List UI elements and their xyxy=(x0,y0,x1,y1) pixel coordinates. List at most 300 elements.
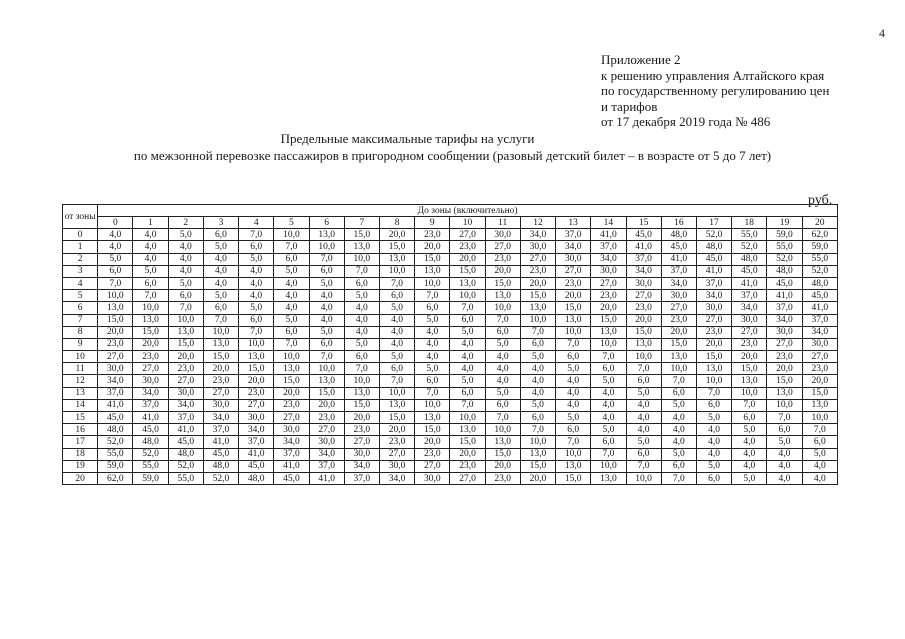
tariff-cell: 23,0 xyxy=(450,460,485,472)
from-zone-header: от зоны xyxy=(63,205,98,229)
tariff-cell: 15,0 xyxy=(485,448,520,460)
tariff-cell: 20,0 xyxy=(696,338,731,350)
tariff-cell: 27,0 xyxy=(767,338,802,350)
tariff-cell: 7,0 xyxy=(168,302,203,314)
tariff-cell: 6,0 xyxy=(696,472,731,484)
table-row xyxy=(63,314,838,326)
tariff-cell: 4,0 xyxy=(309,302,344,314)
tariff-cell: 34,0 xyxy=(802,326,837,338)
tariff-cell: 5,0 xyxy=(661,399,696,411)
tariff-cell: 45,0 xyxy=(696,253,731,265)
column-header: 9 xyxy=(415,217,450,229)
column-header: 5 xyxy=(274,217,309,229)
tariff-cell: 37,0 xyxy=(696,277,731,289)
tariff-cell: 6,0 xyxy=(379,363,414,375)
tariff-cell: 34,0 xyxy=(133,387,168,399)
tariff-cell: 4,0 xyxy=(450,351,485,363)
tariff-cell: 41,0 xyxy=(239,448,274,460)
tariff-cell: 13,0 xyxy=(732,375,767,387)
tariff-cell: 7,0 xyxy=(239,326,274,338)
tariff-cell: 7,0 xyxy=(591,448,626,460)
tariff-cell: 6,0 xyxy=(309,338,344,350)
tariff-cell: 15,0 xyxy=(239,363,274,375)
tariff-cell: 23,0 xyxy=(767,351,802,363)
column-header: 14 xyxy=(591,217,626,229)
tariff-cell: 23,0 xyxy=(556,277,591,289)
tariff-cell: 5,0 xyxy=(485,338,520,350)
tariff-cell: 6,0 xyxy=(98,265,133,277)
from-zone-cell: 16 xyxy=(63,424,98,436)
tariff-cell: 10,0 xyxy=(239,338,274,350)
tariff-cell: 34,0 xyxy=(661,277,696,289)
from-zone-cell: 12 xyxy=(63,375,98,387)
tariff-cell: 27,0 xyxy=(696,314,731,326)
tariff-cell: 7,0 xyxy=(344,265,379,277)
tariff-cell: 30,0 xyxy=(626,277,661,289)
tariff-cell: 4,0 xyxy=(732,460,767,472)
tariff-cell: 10,0 xyxy=(802,412,837,424)
tariff-cell: 37,0 xyxy=(626,253,661,265)
tariff-cell: 34,0 xyxy=(696,290,731,302)
tariff-cell: 4,0 xyxy=(344,302,379,314)
tariff-cell: 34,0 xyxy=(626,265,661,277)
tariff-cell: 4,0 xyxy=(556,399,591,411)
tariff-cell: 6,0 xyxy=(626,375,661,387)
tariff-cell: 7,0 xyxy=(309,253,344,265)
tariff-cell: 55,0 xyxy=(168,472,203,484)
tariff-cell: 6,0 xyxy=(133,277,168,289)
tariff-cell: 5,0 xyxy=(696,460,731,472)
tariff-cell: 6,0 xyxy=(696,399,731,411)
tariff-cell: 5,0 xyxy=(344,290,379,302)
tariff-cell: 34,0 xyxy=(767,314,802,326)
tariff-cell: 52,0 xyxy=(203,472,238,484)
tariff-cell: 6,0 xyxy=(450,387,485,399)
tariff-cell: 20,0 xyxy=(379,424,414,436)
tariff-cell: 23,0 xyxy=(274,399,309,411)
tariff-cell: 13,0 xyxy=(379,399,414,411)
tariff-cell: 30,0 xyxy=(591,265,626,277)
from-zone-cell: 13 xyxy=(63,387,98,399)
tariff-cell: 13,0 xyxy=(485,436,520,448)
from-zone-cell: 5 xyxy=(63,290,98,302)
tariff-cell: 30,0 xyxy=(168,387,203,399)
tariff-cell: 4,0 xyxy=(168,253,203,265)
tariff-cell: 4,0 xyxy=(626,424,661,436)
tariff-cell: 6,0 xyxy=(767,424,802,436)
tariff-cell: 27,0 xyxy=(379,448,414,460)
tariff-cell: 62,0 xyxy=(98,472,133,484)
tariff-cell: 7,0 xyxy=(379,277,414,289)
tariff-cell: 4,0 xyxy=(415,338,450,350)
from-zone-cell: 8 xyxy=(63,326,98,338)
tariff-cell: 13,0 xyxy=(520,302,555,314)
tariff-cell: 30,0 xyxy=(485,229,520,241)
tariff-cell: 7,0 xyxy=(133,290,168,302)
table-row xyxy=(63,448,838,460)
tariff-cell: 4,0 xyxy=(661,412,696,424)
table-row xyxy=(63,375,838,387)
tariff-cell: 10,0 xyxy=(591,338,626,350)
tariff-cell: 55,0 xyxy=(98,448,133,460)
tariff-cell: 10,0 xyxy=(485,424,520,436)
tariff-cell: 6,0 xyxy=(661,460,696,472)
appendix-line: и тарифов xyxy=(601,98,658,114)
tariff-cell: 6,0 xyxy=(556,351,591,363)
tariff-cell: 5,0 xyxy=(520,351,555,363)
table-row xyxy=(63,436,838,448)
tariff-cell: 6,0 xyxy=(344,277,379,289)
table-row xyxy=(63,265,838,277)
tariff-cell: 5,0 xyxy=(203,290,238,302)
tariff-cell: 34,0 xyxy=(732,302,767,314)
from-zone-cell: 9 xyxy=(63,338,98,350)
page-number: 4 xyxy=(879,26,885,40)
tariff-cell: 6,0 xyxy=(415,375,450,387)
tariff-cell: 7,0 xyxy=(520,326,555,338)
tariff-cell: 10,0 xyxy=(450,412,485,424)
tariff-cell: 48,0 xyxy=(168,448,203,460)
tariff-cell: 4,0 xyxy=(309,290,344,302)
column-header: 3 xyxy=(203,217,238,229)
tariff-cell: 34,0 xyxy=(98,375,133,387)
tariff-cell: 5,0 xyxy=(556,412,591,424)
appendix-line: по государственному регулированию цен xyxy=(601,83,830,99)
tariff-cell: 27,0 xyxy=(450,472,485,484)
tariff-cell: 27,0 xyxy=(274,412,309,424)
from-zone-cell: 17 xyxy=(63,436,98,448)
column-header: 7 xyxy=(344,217,379,229)
tariff-cell: 13,0 xyxy=(309,375,344,387)
tariff-cell: 41,0 xyxy=(696,265,731,277)
tariff-cell: 23,0 xyxy=(415,229,450,241)
tariff-cell: 7,0 xyxy=(661,375,696,387)
tariff-cell: 37,0 xyxy=(203,424,238,436)
tariff-cell: 48,0 xyxy=(239,472,274,484)
tariff-cell: 23,0 xyxy=(696,326,731,338)
tariff-cell: 10,0 xyxy=(274,351,309,363)
tariff-cell: 10,0 xyxy=(415,399,450,411)
tariff-cell: 37,0 xyxy=(274,448,309,460)
tariff-cell: 34,0 xyxy=(591,253,626,265)
tariff-cell: 7,0 xyxy=(450,399,485,411)
tariff-cell: 23,0 xyxy=(661,314,696,326)
tariff-cell: 37,0 xyxy=(98,387,133,399)
tariff-cell: 7,0 xyxy=(485,412,520,424)
tariff-cell: 37,0 xyxy=(802,314,837,326)
tariff-cell: 4,0 xyxy=(239,277,274,289)
tariff-cell: 5,0 xyxy=(203,241,238,253)
tariff-cell: 7,0 xyxy=(520,424,555,436)
tariff-cell: 10,0 xyxy=(203,326,238,338)
tariff-cell: 15,0 xyxy=(98,314,133,326)
tariff-cell: 7,0 xyxy=(98,277,133,289)
column-header: 6 xyxy=(309,217,344,229)
tariff-cell: 37,0 xyxy=(732,290,767,302)
tariff-cell: 55,0 xyxy=(802,253,837,265)
tariff-cell: 23,0 xyxy=(239,387,274,399)
tariff-cell: 4,0 xyxy=(520,387,555,399)
tariff-cell: 4,0 xyxy=(450,338,485,350)
table-row xyxy=(63,412,838,424)
tariff-cell: 27,0 xyxy=(203,387,238,399)
tariff-cell: 5,0 xyxy=(626,436,661,448)
tariff-cell: 15,0 xyxy=(520,460,555,472)
tariff-cell: 59,0 xyxy=(802,241,837,253)
tariff-cell: 7,0 xyxy=(239,229,274,241)
tariff-cell: 7,0 xyxy=(379,375,414,387)
tariff-cell: 23,0 xyxy=(344,424,379,436)
tariff-cell: 10,0 xyxy=(732,387,767,399)
tariff-cell: 10,0 xyxy=(168,314,203,326)
tariff-cell: 15,0 xyxy=(732,363,767,375)
tariff-cell: 5,0 xyxy=(732,424,767,436)
tariff-cell: 6,0 xyxy=(591,363,626,375)
tariff-cell: 10,0 xyxy=(767,399,802,411)
tariff-cell: 41,0 xyxy=(626,241,661,253)
tariff-cell: 20,0 xyxy=(239,375,274,387)
from-zone-cell: 1 xyxy=(63,241,98,253)
tariff-cell: 4,0 xyxy=(591,387,626,399)
tariff-cell: 37,0 xyxy=(168,412,203,424)
tariff-cell: 45,0 xyxy=(626,229,661,241)
tariff-cell: 5,0 xyxy=(732,472,767,484)
tariff-cell: 7,0 xyxy=(732,399,767,411)
tariff-cell: 23,0 xyxy=(203,375,238,387)
tariff-cell: 13,0 xyxy=(661,351,696,363)
tariff-cell: 13,0 xyxy=(379,253,414,265)
tariff-cell: 10,0 xyxy=(450,290,485,302)
tariff-cell: 20,0 xyxy=(274,387,309,399)
tariff-cell: 10,0 xyxy=(591,460,626,472)
column-header: 11 xyxy=(485,217,520,229)
tariff-cell: 7,0 xyxy=(696,387,731,399)
tariff-cell: 5,0 xyxy=(591,375,626,387)
tariff-cell: 5,0 xyxy=(274,314,309,326)
tariff-cell: 4,0 xyxy=(274,302,309,314)
tariff-cell: 13,0 xyxy=(415,412,450,424)
tariff-cell: 6,0 xyxy=(520,338,555,350)
tariff-cell: 13,0 xyxy=(802,399,837,411)
tariff-cell: 10,0 xyxy=(415,277,450,289)
tariff-cell: 6,0 xyxy=(450,314,485,326)
tariff-cell: 10,0 xyxy=(661,363,696,375)
tariff-cell: 4,0 xyxy=(626,412,661,424)
tariff-cell: 52,0 xyxy=(133,448,168,460)
tariff-cell: 13,0 xyxy=(344,241,379,253)
tariff-cell: 15,0 xyxy=(344,399,379,411)
tariff-cell: 23,0 xyxy=(591,290,626,302)
tariff-cell: 10,0 xyxy=(379,387,414,399)
tariff-cell: 41,0 xyxy=(661,253,696,265)
tariff-cell: 15,0 xyxy=(344,229,379,241)
tariff-cell: 41,0 xyxy=(309,472,344,484)
column-header: 19 xyxy=(767,217,802,229)
table-row xyxy=(63,302,838,314)
tariff-cell: 45,0 xyxy=(732,265,767,277)
tariff-cell: 13,0 xyxy=(274,363,309,375)
tariff-cell: 7,0 xyxy=(450,302,485,314)
tariff-cell: 4,0 xyxy=(274,290,309,302)
tariff-cell: 4,0 xyxy=(133,253,168,265)
tariff-cell: 55,0 xyxy=(133,460,168,472)
tariff-cell: 48,0 xyxy=(133,436,168,448)
column-header: 2 xyxy=(168,217,203,229)
tariff-cell: 48,0 xyxy=(767,265,802,277)
tariff-cell: 6,0 xyxy=(239,314,274,326)
tariff-cell: 30,0 xyxy=(133,375,168,387)
tariff-cell: 20,0 xyxy=(767,363,802,375)
tariff-cell: 6,0 xyxy=(203,302,238,314)
table-header-row xyxy=(63,205,838,217)
tariff-cell: 30,0 xyxy=(98,363,133,375)
tariff-cell: 41,0 xyxy=(591,229,626,241)
tariff-cell: 5,0 xyxy=(239,253,274,265)
tariff-cell: 48,0 xyxy=(98,424,133,436)
tariff-cell: 27,0 xyxy=(239,399,274,411)
from-zone-cell: 10 xyxy=(63,351,98,363)
from-zone-cell: 3 xyxy=(63,265,98,277)
tariff-cell: 5,0 xyxy=(309,277,344,289)
tariff-cell: 6,0 xyxy=(274,253,309,265)
tariff-cell: 37,0 xyxy=(591,241,626,253)
table-row xyxy=(63,424,838,436)
tariff-cell: 10,0 xyxy=(309,241,344,253)
tariff-cell: 5,0 xyxy=(485,387,520,399)
tariff-cell: 15,0 xyxy=(415,424,450,436)
tariff-cell: 4,0 xyxy=(344,314,379,326)
tariff-cell: 13,0 xyxy=(591,326,626,338)
tariff-cell: 13,0 xyxy=(168,326,203,338)
tariff-cell: 13,0 xyxy=(767,387,802,399)
tariff-cell: 20,0 xyxy=(556,290,591,302)
tariff-cell: 15,0 xyxy=(203,351,238,363)
tariff-cell: 13,0 xyxy=(556,460,591,472)
tariff-cell: 4,0 xyxy=(450,363,485,375)
tariff-cell: 5,0 xyxy=(520,399,555,411)
tariff-cell: 20,0 xyxy=(415,436,450,448)
tariff-cell: 37,0 xyxy=(767,302,802,314)
tariff-cell: 27,0 xyxy=(415,460,450,472)
tariff-cell: 5,0 xyxy=(344,338,379,350)
tariff-cell: 6,0 xyxy=(485,326,520,338)
tariff-cell: 13,0 xyxy=(239,351,274,363)
column-header: 16 xyxy=(661,217,696,229)
column-header: 17 xyxy=(696,217,731,229)
tariff-cell: 4,0 xyxy=(133,229,168,241)
tariff-cell: 30,0 xyxy=(520,241,555,253)
tariff-cell: 23,0 xyxy=(732,338,767,350)
tariff-cell: 7,0 xyxy=(485,314,520,326)
tariff-cell: 52,0 xyxy=(802,265,837,277)
tariff-cell: 59,0 xyxy=(98,460,133,472)
tariff-cell: 4,0 xyxy=(696,436,731,448)
tariff-cell: 6,0 xyxy=(274,326,309,338)
tariff-cell: 4,0 xyxy=(556,375,591,387)
tariff-cell: 30,0 xyxy=(802,338,837,350)
tariff-cell: 48,0 xyxy=(732,253,767,265)
tariff-cell: 6,0 xyxy=(591,436,626,448)
from-zone-cell: 14 xyxy=(63,399,98,411)
tariff-cell: 13,0 xyxy=(309,229,344,241)
tariff-cell: 30,0 xyxy=(379,460,414,472)
table-row xyxy=(63,399,838,411)
tariff-cell: 5,0 xyxy=(309,326,344,338)
tariff-cell: 13,0 xyxy=(133,314,168,326)
tariff-cell: 13,0 xyxy=(696,363,731,375)
tariff-cell: 20,0 xyxy=(379,229,414,241)
column-header: 4 xyxy=(239,217,274,229)
tariff-cell: 23,0 xyxy=(485,253,520,265)
tariff-cell: 7,0 xyxy=(661,472,696,484)
tariff-cell: 4,0 xyxy=(661,424,696,436)
tariff-cell: 10,0 xyxy=(379,265,414,277)
tariff-cell: 6,0 xyxy=(520,412,555,424)
from-zone-cell: 11 xyxy=(63,363,98,375)
tariff-cell: 7,0 xyxy=(309,351,344,363)
tariff-cell: 34,0 xyxy=(344,460,379,472)
tariff-cell: 15,0 xyxy=(626,326,661,338)
column-header: 1 xyxy=(133,217,168,229)
tariff-cell: 10,0 xyxy=(274,229,309,241)
tariff-cell: 5,0 xyxy=(556,363,591,375)
tariff-cell: 5,0 xyxy=(802,448,837,460)
tariff-cell: 6,0 xyxy=(203,229,238,241)
tariff-cell: 6,0 xyxy=(309,265,344,277)
tariff-cell: 4,0 xyxy=(133,241,168,253)
tariff-cell: 23,0 xyxy=(485,472,520,484)
tariff-cell: 4,0 xyxy=(767,460,802,472)
tariff-cell: 20,0 xyxy=(133,338,168,350)
tariff-cell: 20,0 xyxy=(591,302,626,314)
document-title-line-2: по межзонной перевозке пассажиров в пригородном сообщении (разовый детский билет – в возрасте от 5 до 7 лет) xyxy=(133,148,772,163)
table-row xyxy=(63,338,838,350)
tariff-cell: 30,0 xyxy=(203,399,238,411)
tariff-cell: 27,0 xyxy=(732,326,767,338)
tariff-cell: 6,0 xyxy=(168,290,203,302)
tariff-table xyxy=(62,204,838,485)
from-zone-cell: 6 xyxy=(63,302,98,314)
tariff-cell: 15,0 xyxy=(556,302,591,314)
tariff-cell: 23,0 xyxy=(450,241,485,253)
tariff-cell: 4,0 xyxy=(379,326,414,338)
tariff-cell: 15,0 xyxy=(661,338,696,350)
tariff-cell: 52,0 xyxy=(98,436,133,448)
tariff-cell: 4,0 xyxy=(485,351,520,363)
tariff-cell: 52,0 xyxy=(168,460,203,472)
tariff-cell: 30,0 xyxy=(274,424,309,436)
tariff-cell: 4,0 xyxy=(767,472,802,484)
tariff-cell: 4,0 xyxy=(520,363,555,375)
tariff-cell: 7,0 xyxy=(556,338,591,350)
tariff-cell: 4,0 xyxy=(732,448,767,460)
tariff-cell: 13,0 xyxy=(450,424,485,436)
tariff-cell: 20,0 xyxy=(450,253,485,265)
table-row xyxy=(63,277,838,289)
tariff-cell: 34,0 xyxy=(520,229,555,241)
tariff-cell: 13,0 xyxy=(591,472,626,484)
tariff-cell: 6,0 xyxy=(344,351,379,363)
table-row xyxy=(63,229,838,241)
tariff-cell: 45,0 xyxy=(274,472,309,484)
tariff-cell: 4,0 xyxy=(379,314,414,326)
tariff-cell: 27,0 xyxy=(556,265,591,277)
from-zone-cell: 18 xyxy=(63,448,98,460)
tariff-cell: 7,0 xyxy=(591,351,626,363)
tariff-cell: 62,0 xyxy=(802,229,837,241)
tariff-cell: 15,0 xyxy=(520,290,555,302)
tariff-cell: 7,0 xyxy=(556,436,591,448)
